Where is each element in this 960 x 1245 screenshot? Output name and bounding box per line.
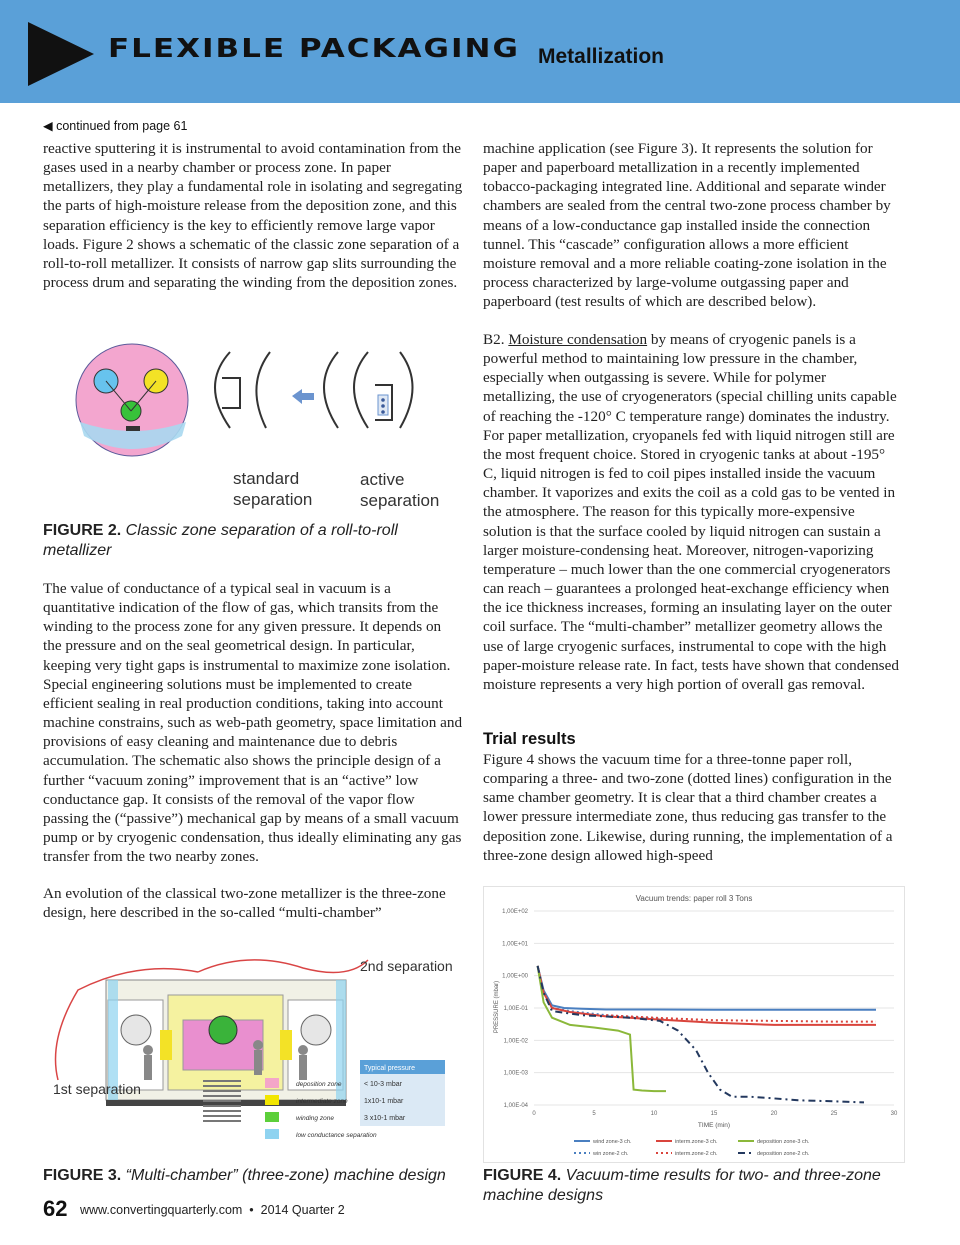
- y-tick-label: 1,00E+02: [502, 909, 528, 915]
- y-tick-label: 1,00E-04: [503, 1103, 528, 1109]
- chart-title: Vacuum trends: paper roll 3 Tons: [635, 894, 753, 903]
- svg-text:Typical pressure: Typical pressure: [364, 1065, 415, 1072]
- legend-label: wind zone-3 ch.: [593, 1139, 632, 1145]
- label-1st-separation: 1st separation: [53, 1081, 141, 1097]
- left-paragraph-3: An evolution of the classical two-zone metallizer is the three-zone design, here described in the so-called “multi-chamber”: [43, 885, 446, 922]
- chart-y-ticks: [502, 909, 529, 1109]
- label-2nd-separation: 2nd separation: [360, 958, 453, 974]
- legend-label: deposition zone-3 ch.: [757, 1139, 810, 1145]
- figure-3-diagram: [48, 950, 458, 1145]
- trial-results-heading: Trial results: [483, 730, 576, 748]
- legend-label: interm.zone-3 ch.: [675, 1139, 718, 1145]
- right-paragraph-3: Figure 4 shows the vacuum time for a three-tonne paper roll, comparing a three- and two-zone (dotted lines) configuration in the same chamber geometry. It is clear that a third chamber creates a lower pressure intermediate zone, thus reducing gas transfer to the deposition zone. Likewise, during running, the implementation of a three-zone design allowed high-speed: [483, 751, 893, 864]
- page-number: 62: [43, 1196, 68, 1221]
- footer-site: www.convertingquarterly.com: [80, 1203, 243, 1217]
- svg-text:intermediate zone: intermediate zone: [296, 1098, 348, 1105]
- gas-flow-arrow-icon: [292, 389, 314, 404]
- svg-text:low conductance separation: low conductance separation: [296, 1132, 377, 1139]
- chart-legend: [574, 1139, 810, 1157]
- right-paragraph-1: machine application (see Figure 3). It represents the solution for paper and paperboard metallization in a recently implemented tobacco-packaging integrated line. Additional and separate winder chambers are sealed from the central two-zone process chamber by means of a low-conductance gap installed inside the connection tunnel. This “cascade” configuration allows a more efficient moisture removal and a more reliable coating-zone isolation in the process characterized by large-volume outgassing paper and paperboard (test results of which are described below).: [483, 140, 891, 311]
- evaporator-source: [126, 426, 140, 431]
- series-line: [538, 966, 864, 1103]
- x-tick-label: 15: [710, 1111, 718, 1117]
- label-active: active: [360, 470, 405, 489]
- chart-y-label: PRESSURE (mbar): [494, 980, 500, 1034]
- x-tick-label: 30: [890, 1111, 898, 1117]
- footer-issue: 2014 Quarter 2: [260, 1203, 345, 1217]
- left-paragraph-1: reactive sputtering it is instrumental to avoid contamination from the gases used in a nearby chamber or process zone. In paper metallizers, they play a fundamental role in isolating and segregating the parts of high-moisture release from the deposition zone, and this separation efficiency is the key to efficiently remove large vapor loads. Figure 2 shows a schematic of the classic zone separation of a roll-to-roll metallizer. It consists of narrow gap slits surrounding the process drum and separating the winding from the deposition zones.: [43, 140, 463, 292]
- y-tick-label: 1,00E-01: [503, 1006, 528, 1012]
- svg-text:1x10-1 mbar: 1x10-1 mbar: [364, 1098, 404, 1105]
- series-line: [538, 966, 876, 1010]
- label-standard-2: separation: [233, 490, 313, 509]
- chart-series: [538, 966, 876, 1103]
- footer-info: [80, 1203, 345, 1217]
- series-line: [538, 966, 876, 1025]
- figure-4-chart: [483, 886, 905, 1163]
- left-paragraph-2: The value of conductance of a typical seal in vacuum is a quantitative indication of the flow of gas, which transits from the winding to the process zone for any given pressure. It depends on the pressure and on the seal geometrical design. In particular, keeping very tight gaps is instrumental to maximize zone isolation. Special engineering solutions must be implemented to create efficient sealing in real production conditions, taking into account machine constrains, such as web-path geometry, space limitation and provisions of easy cleaning and maintenance due to debris accumulation. The schematic also shows the principle design of a further “vacuum zoning” improvement that is an “active” low conductance gap. It consists of the removal of the vapor flow passing the (“passive”) mechanical gap by means of a small vacuum pump or by cryogenic condensation, thus ideally eliminating any gas transfer from the two nearby zones.: [43, 580, 463, 866]
- figure-2-diagram: [70, 340, 465, 515]
- x-tick-label: 10: [650, 1111, 658, 1117]
- x-tick-label: 0: [532, 1111, 536, 1117]
- svg-text:deposition zone: deposition zone: [296, 1081, 342, 1088]
- moisture-condensation-link: Moisture condensation: [508, 331, 648, 348]
- legend-label: deposition zone-2 ch.: [757, 1151, 810, 1157]
- label-standard: standard: [233, 469, 300, 488]
- svg-text:winding zone: winding zone: [296, 1115, 334, 1122]
- y-tick-label: 1,00E+01: [502, 941, 528, 948]
- chart-x-ticks: [532, 1111, 898, 1117]
- legend-label: interm.zone-2 ch.: [675, 1151, 718, 1157]
- label-active-2: separation: [360, 491, 440, 510]
- legend-label: win zone-2 ch.: [593, 1151, 629, 1157]
- page-header: [0, 0, 960, 103]
- y-tick-label: 1,00E+00: [502, 973, 528, 980]
- continued-note: ◀ continued from page 61: [43, 119, 188, 133]
- x-tick-label: 25: [830, 1111, 838, 1117]
- x-tick-label: 5: [592, 1111, 596, 1117]
- svg-text:3 x10-1 mbar: 3 x10-1 mbar: [364, 1115, 406, 1122]
- footer-separator: •: [249, 1203, 254, 1217]
- vacuum-trend-chart: [484, 887, 904, 1162]
- figure-4-caption: FIGURE 4. Vacuum-time results for two- and three-zone machine designs: [483, 1167, 881, 1204]
- svg-text:< 10-3 mbar: < 10-3 mbar: [364, 1081, 402, 1088]
- figure-2-caption: FIGURE 2. Classic zone separation of a roll-to-roll metallizer: [43, 522, 398, 559]
- y-tick-label: 1,00E-02: [503, 1038, 528, 1045]
- x-tick-label: 20: [770, 1111, 778, 1117]
- y-tick-label: 1,00E-03: [503, 1070, 528, 1077]
- section-subtitle: Metallization: [538, 45, 665, 68]
- right-paragraph-2: B2. Moisture condensation by means of cryogenic panels is a powerful method to maintaining low pressure in the chamber, especially when outgassing is severe. While for polymer metallizing, the use of cryogenerators (special chilling units capable of reaching the -120° C temperature range) dominates the industry. For paper metallization, cryopanels fed with liquid nitrogen still are the most frequent choice. Stored in cryogenic tanks at about -195° C, liquid nitrogen is fed to coil pipes installed inside the vacuum chamber. It vaporizes and exits the coil as a cold gas to be vented in the atmosphere. The reason for this typically more-expensive solution is that the surface cooled by liquid nitrogen can sustain a larger moisture-condensing heat. Moreover, nitrogen-vaporizing temperature – much lower than the one commercial cryogenerators can reach – guarantees a prolonged heat-exchange efficiency when the ice thickness increases, forming an insulating layer on the outer coil surface. The “multi-chamber” metallizer geometry allows the use of large cryogenic surfaces, instrumental to cope with the high paper-moisture release rate. In fact, tests have shown that condensed moisture represents a very high portion of overall gas removal.: [483, 331, 899, 693]
- play-arrow-icon: [28, 22, 94, 86]
- figure-3-caption: FIGURE 3. “Multi-chamber” (three-zone) machine design: [43, 1167, 446, 1184]
- figure-3: [48, 950, 458, 1145]
- figure-2: [70, 340, 465, 515]
- chart-x-label: TIME (min): [697, 1122, 731, 1129]
- magazine-section-title: FLEXIBLE PACKAGING: [108, 34, 520, 64]
